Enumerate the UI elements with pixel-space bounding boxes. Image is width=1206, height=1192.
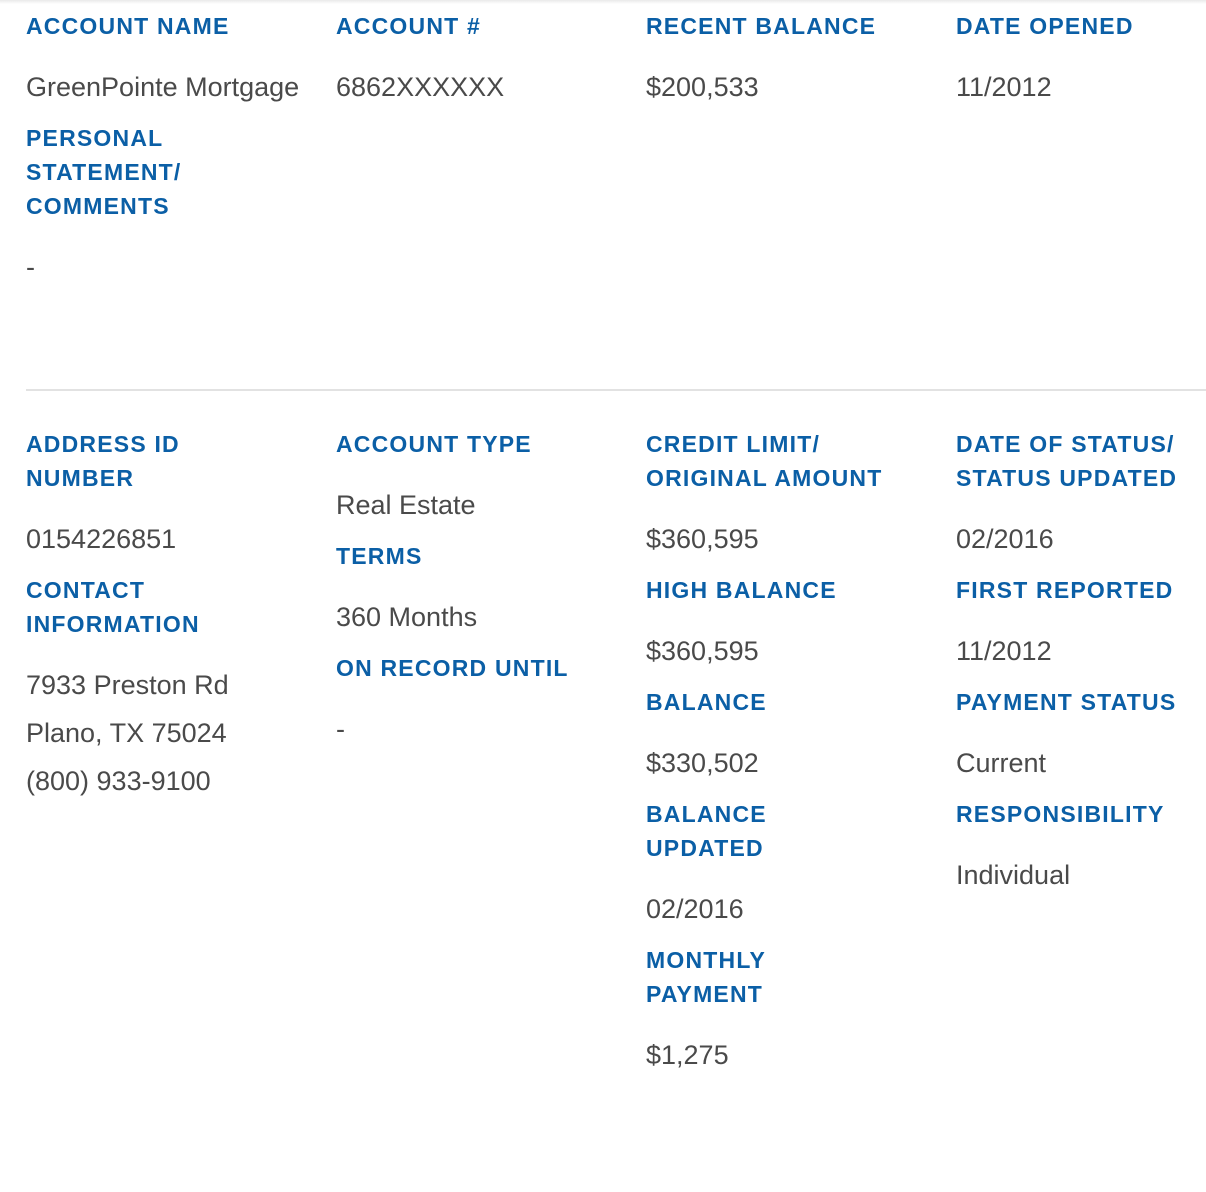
responsibility-value: Individual — [956, 860, 1071, 890]
payment-status-value: Current — [956, 748, 1047, 778]
on-record-until-value: - — [336, 714, 345, 744]
on-record-until-label: ON RECORD UNTIL — [336, 655, 569, 681]
account-number-value: 6862XXXXXX — [336, 72, 505, 102]
account-name-column — [26, 9, 331, 291]
credit-limit-value: $360,595 — [646, 524, 759, 554]
first-reported-value: 11/2012 — [956, 636, 1052, 666]
high-balance-value: $360,595 — [646, 636, 759, 666]
balance-updated-value: 02/2016 — [646, 894, 744, 924]
personal-statement-label: PERSONAL STATEMENT/ COMMENTS — [26, 125, 182, 219]
monthly-payment-value: $1,275 — [646, 1040, 729, 1070]
date-opened-column — [956, 9, 1201, 111]
account-number-label: ACCOUNT # — [336, 13, 481, 39]
address-column — [26, 427, 326, 805]
contact-information-label: CONTACT INFORMATION — [26, 577, 200, 637]
account-type-column — [336, 427, 636, 753]
contact-street: 7933 Preston Rd — [26, 670, 229, 700]
monthly-payment-label: MONTHLY PAYMENT — [646, 947, 766, 1007]
high-balance-label: HIGH BALANCE — [646, 577, 837, 603]
date-opened-value: 11/2012 — [956, 72, 1052, 102]
balance-label: BALANCE — [646, 689, 767, 715]
section-divider — [26, 389, 1206, 391]
terms-label: TERMS — [336, 543, 423, 569]
account-name-value: GreenPointe Mortgage — [26, 72, 300, 102]
account-number-column — [336, 9, 636, 111]
address-id-value: 0154226851 — [26, 524, 177, 554]
status-column — [956, 427, 1201, 899]
responsibility-label: RESPONSIBILITY — [956, 801, 1165, 827]
date-of-status-value: 02/2016 — [956, 524, 1054, 554]
balance-value: $330,502 — [646, 748, 759, 778]
date-of-status-label: DATE OF STATUS/ STATUS UPDATED — [956, 431, 1178, 491]
contact-city-state-zip: Plano, TX 75024 — [26, 718, 227, 748]
date-opened-label: DATE OPENED — [956, 13, 1134, 39]
account-type-label: ACCOUNT TYPE — [336, 431, 532, 457]
top-shadow — [0, 0, 1206, 4]
address-id-label: ADDRESS ID NUMBER — [26, 431, 180, 491]
personal-statement-value: - — [26, 252, 35, 282]
contact-phone: (800) 933-9100 — [26, 766, 211, 796]
recent-balance-label: RECENT BALANCE — [646, 13, 877, 39]
credit-limit-label: CREDIT LIMIT/ ORIGINAL AMOUNT — [646, 431, 883, 491]
balance-column — [646, 427, 946, 1079]
recent-balance-column — [646, 9, 946, 111]
account-name-label: ACCOUNT NAME — [26, 13, 230, 39]
first-reported-label: FIRST REPORTED — [956, 577, 1174, 603]
balance-updated-label: BALANCE UPDATED — [646, 801, 767, 861]
terms-value: 360 Months — [336, 602, 478, 632]
recent-balance-value: $200,533 — [646, 72, 759, 102]
payment-status-label: PAYMENT STATUS — [956, 689, 1177, 715]
account-type-value: Real Estate — [336, 490, 476, 520]
